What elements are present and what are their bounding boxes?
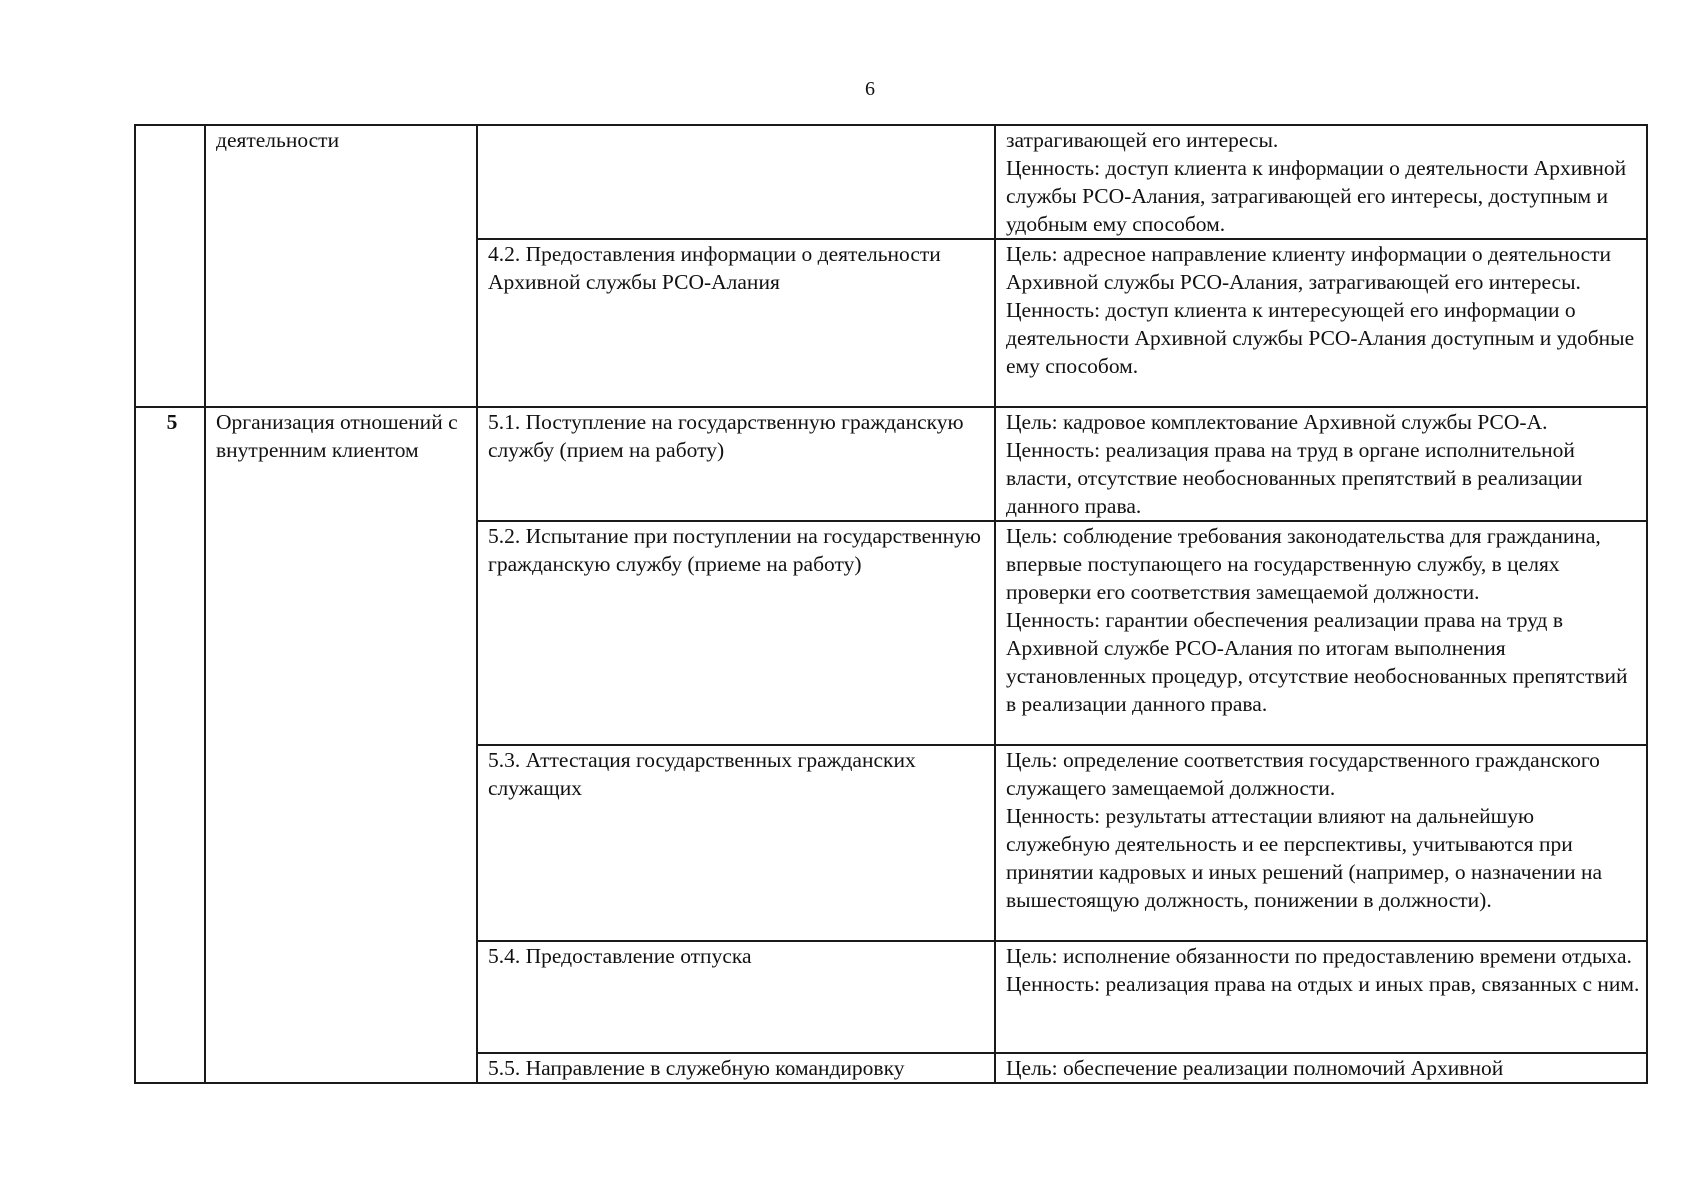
item-cell: 5.5. Направление в служебную командировку <box>477 1053 995 1083</box>
description-cell: Цель: соблюдение требования законодательства для гражданина, впервые поступающего на государственную службу, в целях проверки его соответствия замещаемой должности. Ценность: гарантии обеспечения реализации права на труд в Архивной службе РСО-Алания по итогам выполнения установленных процедур, отсутствие необоснованных препятствий в реализации данного права. <box>995 521 1647 745</box>
section-title-cell: деятельности <box>205 125 477 407</box>
description-cell: Цель: исполнение обязанности по предоставлению времени отдыха. Ценность: реализация права на отдых и иных прав, связанных с ним. <box>995 941 1647 1053</box>
table-row <box>135 407 1647 521</box>
item-cell: 5.4. Предоставление отпуска <box>477 941 995 1053</box>
item-cell: 4.2. Предоставления информации о деятельности Архивной службы РСО-Алания <box>477 239 995 407</box>
page-number: 6 <box>865 78 875 100</box>
description-cell: затрагивающей его интересы. Ценность: доступ клиента к информации о деятельности Архивной службы РСО-Алания, затрагивающей его интересы, доступным и удобным ему способом. <box>995 125 1647 239</box>
item-cell: 5.3. Аттестация государственных гражданских служащих <box>477 745 995 941</box>
item-cell: 5.1. Поступление на государственную гражданскую службу (прием на работу) <box>477 407 995 521</box>
description-cell: Цель: определение соответствия государственного гражданского служащего замещаемой должности. Ценность: результаты аттестации влияют на дальнейшую служебную деятельность и ее перспективы, учитываются при принятии кадровых и иных решений (например, о назначении на вышестоящую должность, понижении в должности). <box>995 745 1647 941</box>
item-cell <box>477 125 995 239</box>
table-row <box>135 125 1647 239</box>
description-cell: Цель: обеспечение реализации полномочий Архивной <box>995 1053 1647 1083</box>
section-title-cell: Организация отношений с внутренним клиентом <box>205 407 477 1083</box>
description-cell: Цель: адресное направление клиенту информации о деятельности Архивной службы РСО-Алания, затрагивающей его интересы. Ценность: доступ клиента к интересующей его информации о деятельности Архивной службы РСО-Алания доступным и удобные ему способом. <box>995 239 1647 407</box>
services-table <box>134 124 1648 1084</box>
description-cell: Цель: кадровое комплектование Архивной службы РСО-А. Ценность: реализация права на труд в органе исполнительной власти, отсутствие необоснованных препятствий в реализации данного права. <box>995 407 1647 521</box>
item-cell: 5.2. Испытание при поступлении на государственную гражданскую службу (приеме на работу) <box>477 521 995 745</box>
section-number-cell: 5 <box>135 407 205 1083</box>
row-number-cell <box>135 125 205 407</box>
